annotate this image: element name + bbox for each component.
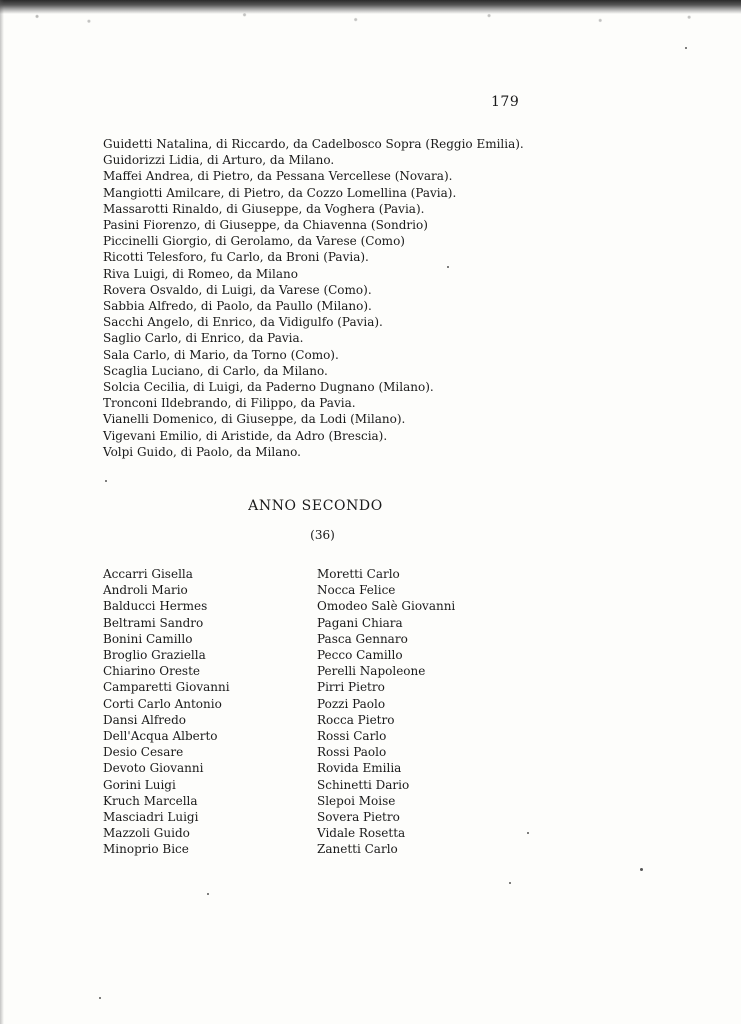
list-item: Broglio Graziella — [103, 648, 206, 663]
scan-speck — [640, 868, 643, 871]
list-item: Sovera Pietro — [317, 810, 400, 825]
scan-speck — [99, 997, 101, 999]
student-entry-list — [103, 136, 524, 460]
list-item: Balducci Hermes — [103, 599, 208, 614]
list-item: Ricotti Telesforo, fu Carlo, da Broni (Pavia). — [103, 250, 369, 265]
list-item: Vianelli Domenico, di Giuseppe, da Lodi (Milano). — [103, 412, 406, 427]
list-item: Maffei Andrea, di Pietro, da Pessana Vercellese (Novara). — [103, 169, 453, 184]
list-item: Guidorizzi Lidia, di Arturo, da Milano. — [103, 153, 335, 168]
names-column-right — [317, 566, 455, 858]
scan-speck — [105, 480, 107, 482]
list-item: Slepoi Moise — [317, 793, 396, 808]
list-item: Beltrami Sandro — [103, 615, 204, 630]
list-item: Androli Mario — [103, 583, 188, 598]
list-item: Pasini Fiorenzo, di Giuseppe, da Chiavenna (Sondrio) — [103, 218, 428, 233]
list-item: Pozzi Paolo — [317, 696, 386, 711]
list-item: Pecco Camillo — [317, 648, 403, 663]
list-item: Sacchi Angelo, di Enrico, da Vidigulfo (Pavia). — [103, 315, 383, 330]
scan-speck — [527, 832, 529, 834]
list-item: Bonini Camillo — [103, 631, 193, 646]
list-item: Sabbia Alfredo, di Paolo, da Paullo (Milano). — [103, 299, 372, 314]
scan-speckle — [0, 10, 741, 26]
list-item: Solcia Cecilia, di Luigi, da Paderno Dugnano (Milano). — [103, 380, 434, 395]
list-item: Rossi Paolo — [317, 745, 387, 760]
list-item: Accarri Gisella — [103, 567, 193, 581]
list-item: Pasca Gennaro — [317, 631, 408, 646]
list-item: Guidetti Natalina, di Riccardo, da Cadelbosco Sopra (Reggio Emilia). — [103, 137, 524, 151]
list-item: Rovida Emilia — [317, 761, 402, 776]
section-count: (36) — [310, 528, 335, 542]
list-item: Piccinelli Giorgio, di Gerolamo, da Varese (Como) — [103, 234, 405, 249]
list-item: Scaglia Luciano, di Carlo, da Milano. — [103, 363, 328, 378]
scan-speck — [207, 893, 209, 895]
list-item: Massarotti Rinaldo, di Giuseppe, da Voghera (Pavia). — [103, 201, 425, 216]
list-item: Schinetti Dario — [317, 777, 410, 792]
list-item: Gorini Luigi — [103, 777, 176, 792]
list-item: Pagani Chiara — [317, 615, 403, 630]
scan-speck — [447, 266, 449, 268]
list-item: Tronconi Ildebrando, di Filippo, da Pavia. — [103, 396, 356, 411]
page-number: 179 — [491, 94, 520, 110]
list-item: Kruch Marcella — [103, 793, 198, 808]
list-item: Desio Cesare — [103, 745, 184, 760]
list-item: Chiarino Oreste — [103, 664, 201, 679]
list-item: Volpi Guido, di Paolo, da Milano. — [103, 444, 301, 459]
list-item: Saglio Carlo, di Enrico, da Pavia. — [103, 331, 304, 346]
list-item: Rossi Carlo — [317, 729, 387, 744]
scan-speck — [685, 47, 687, 49]
list-item: Masciadri Luigi — [103, 810, 199, 825]
list-item: Perelli Napoleone — [317, 664, 426, 679]
list-item: Riva Luigi, di Romeo, da Milano — [103, 266, 298, 281]
list-item: Devoto Giovanni — [103, 761, 204, 776]
list-item: Dansi Alfredo — [103, 712, 187, 727]
list-item: Mangiotti Amilcare, di Pietro, da Cozzo Lomellina (Pavia). — [103, 185, 457, 200]
list-item: Vigevani Emilio, di Aristide, da Adro (Brescia). — [103, 428, 388, 443]
list-item: Vidale Rosetta — [317, 826, 406, 841]
list-item: Zanetti Carlo — [317, 842, 398, 857]
list-item: Mazzoli Guido — [103, 826, 190, 841]
names-column-left — [103, 566, 230, 858]
list-item: Omodeo Salè Giovanni — [317, 599, 456, 614]
list-item: Camparetti Giovanni — [103, 680, 230, 695]
list-item: Dell'Acqua Alberto — [103, 729, 218, 744]
list-item: Nocca Felice — [317, 583, 396, 598]
list-item: Sala Carlo, di Mario, da Torno (Como). — [103, 347, 339, 362]
scan-speck — [509, 882, 511, 884]
section-title: ANNO SECONDO — [248, 498, 383, 514]
list-item: Rocca Pietro — [317, 712, 395, 727]
list-item: Minoprio Bice — [103, 842, 189, 857]
list-item: Pirri Pietro — [317, 680, 385, 695]
list-item: Rovera Osvaldo, di Luigi, da Varese (Como). — [103, 282, 372, 297]
list-item: Corti Carlo Antonio — [103, 696, 222, 711]
list-item: Moretti Carlo — [317, 567, 400, 581]
